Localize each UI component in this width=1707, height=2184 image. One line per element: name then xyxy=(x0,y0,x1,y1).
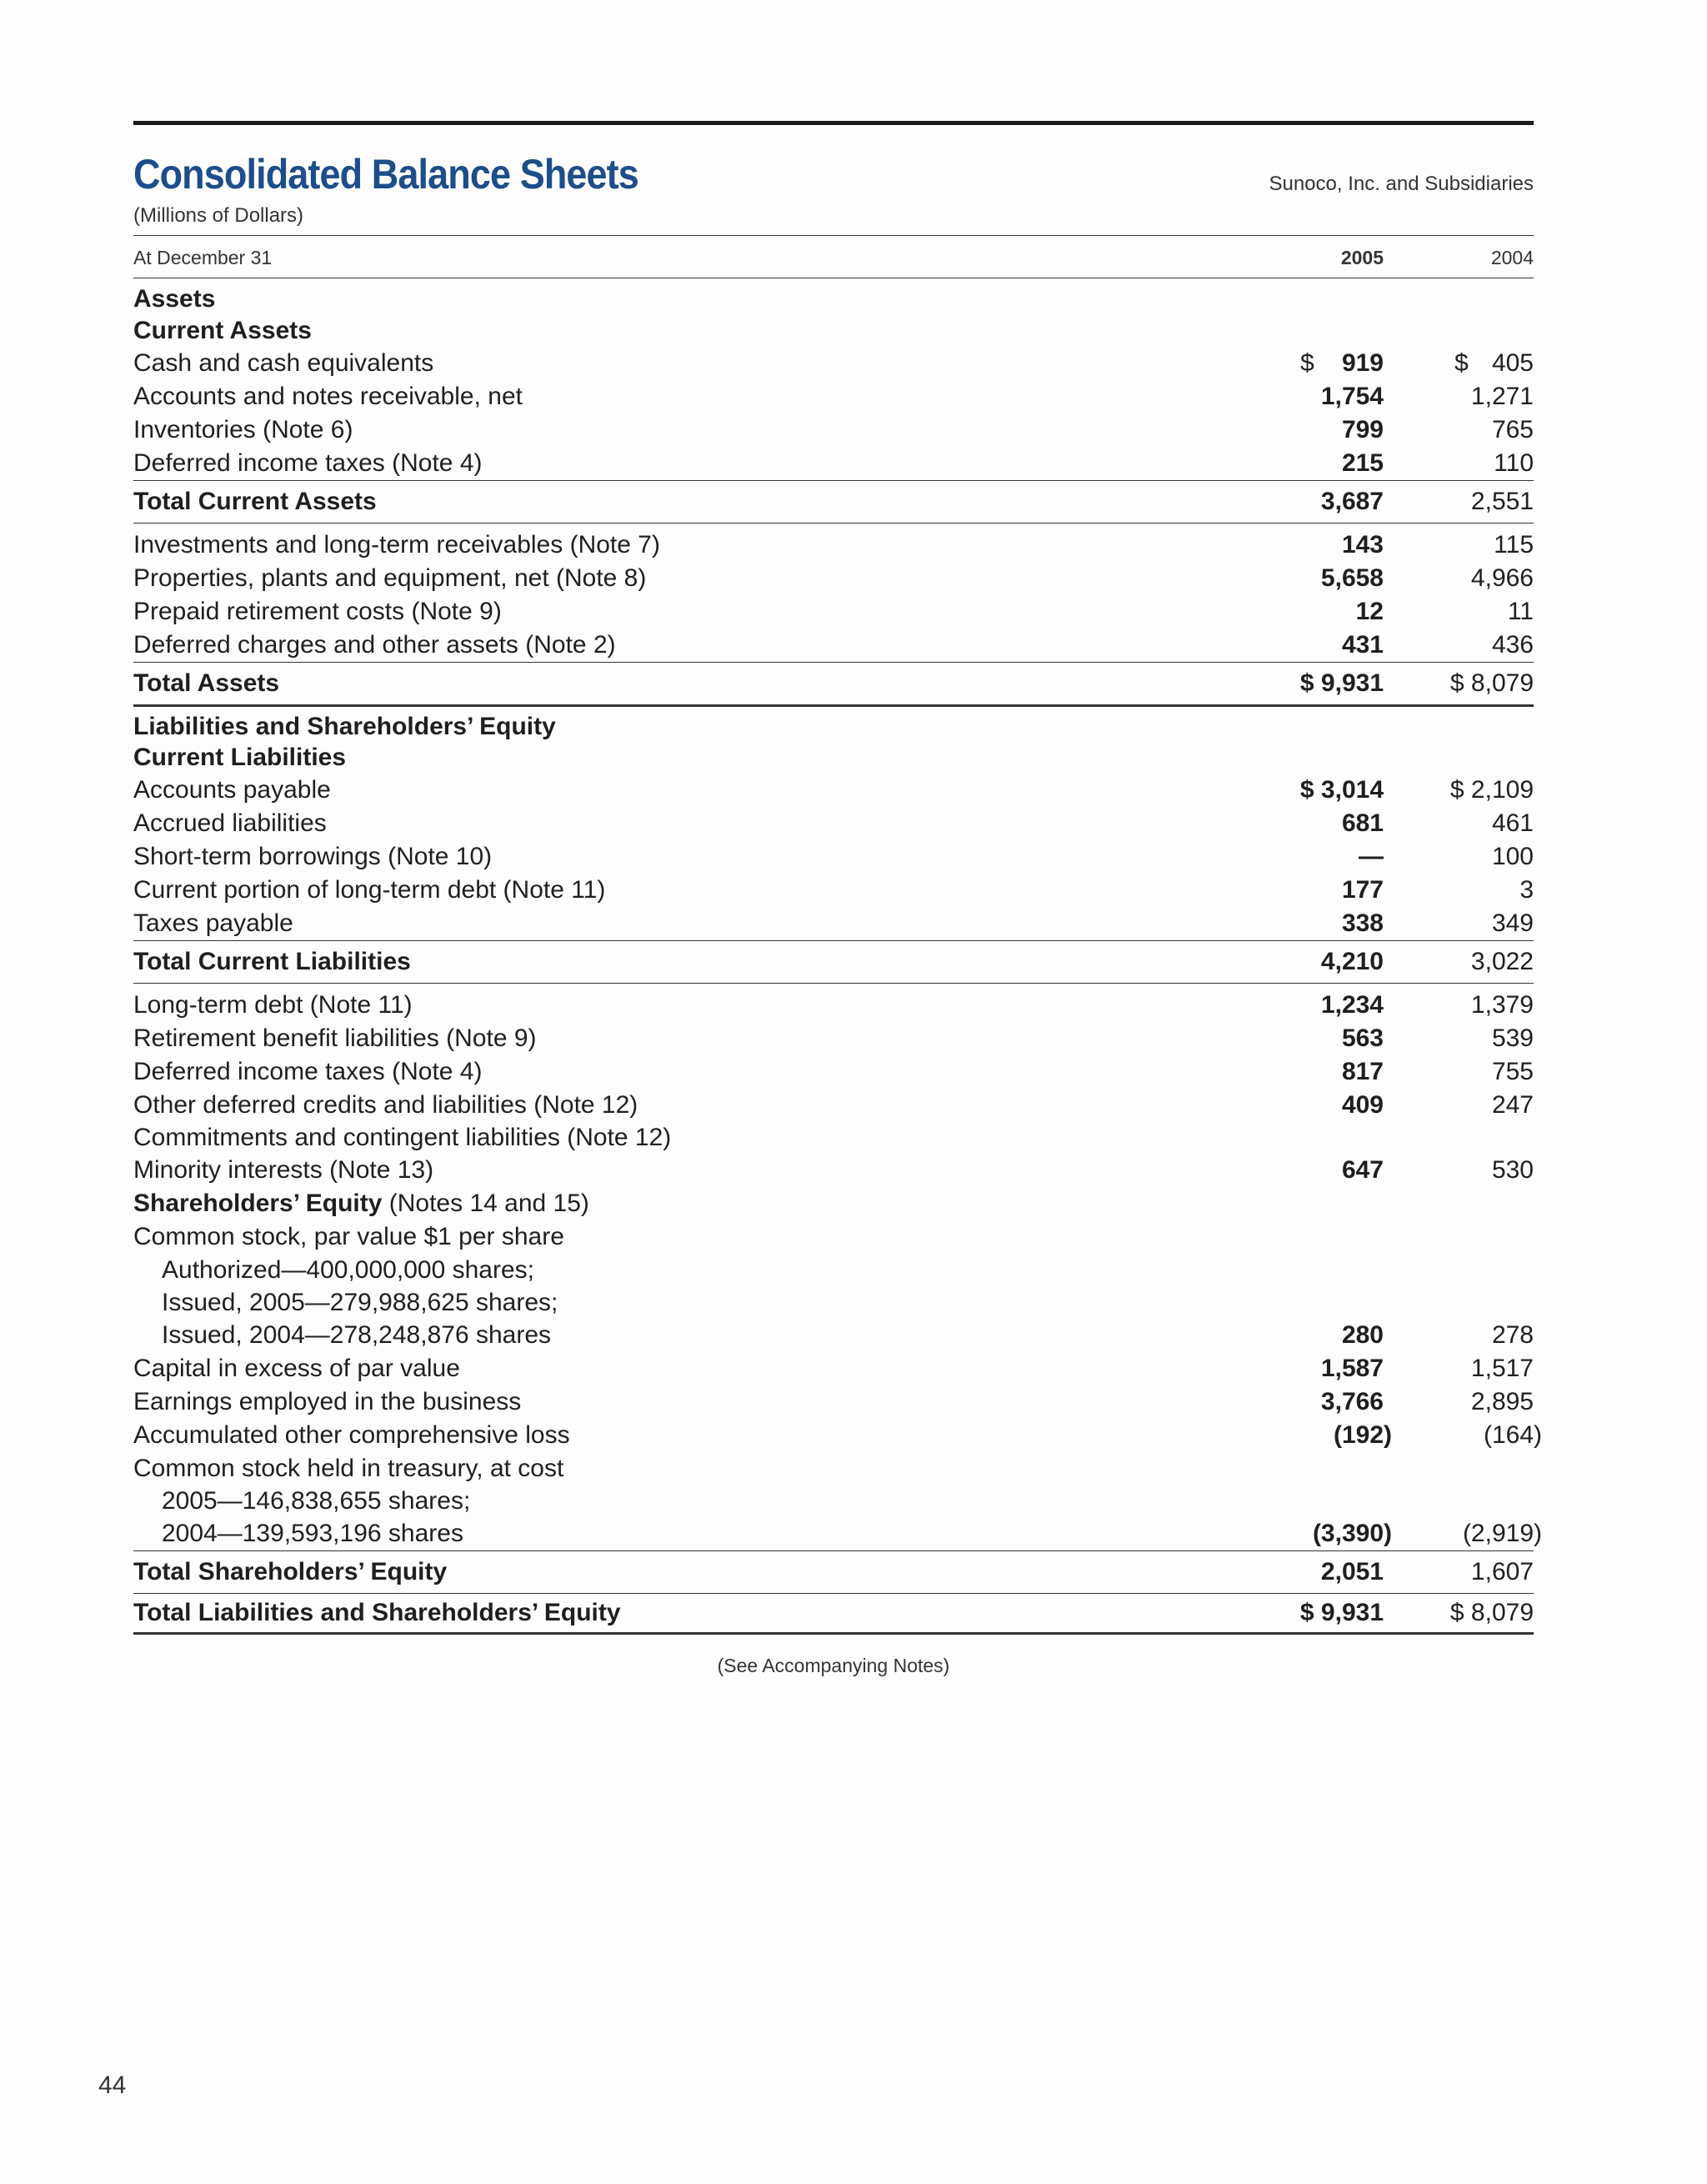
table-row: Taxes payable 338 349 xyxy=(133,909,1534,937)
table-row: Accounts and notes receivable, net 1,754 1,271 xyxy=(133,383,1534,410)
footnote: (See Accompanying Notes) xyxy=(717,1655,950,1676)
table-row: Short-term borrowings (Note 10) — 100 xyxy=(133,843,1534,870)
year-2005-header: 2005 xyxy=(1340,247,1384,268)
table-row: Prepaid retirement costs (Note 9) 12 11 xyxy=(133,598,1534,625)
year-2004-header: 2004 xyxy=(1490,247,1534,268)
table-row: Minority interests (Note 13) 647 530 xyxy=(133,1156,1534,1184)
table-row: Long-term debt (Note 11) 1,234 1,379 xyxy=(133,991,1534,1019)
page-number: 44 xyxy=(98,2071,127,2099)
section-heading: Liabilities and Shareholders’ Equity xyxy=(133,713,556,740)
table-row: Retirement benefit liabilities (Note 9) 563 539 xyxy=(133,1024,1534,1052)
table-row: Shareholders’ Equity (Notes 14 and 15) xyxy=(133,1190,589,1217)
table-row: Issued, 2005—279,988,625 shares; xyxy=(162,1289,558,1316)
page-header xyxy=(133,125,1534,202)
units-label: (Millions of Dollars) xyxy=(133,202,1534,236)
total-row: Total Shareholders’ Equity 2,051 1,607 xyxy=(133,1550,1534,1594)
balance-sheet-page xyxy=(133,121,1542,1676)
table-row: Inventories (Note 6) 799 765 xyxy=(133,416,1534,443)
table-row: Deferred charges and other assets (Note 2) 431 436 xyxy=(133,631,1534,659)
section-heading: Current Assets xyxy=(133,317,312,344)
table-row: Issued, 2004—278,248,876 shares 280 278 xyxy=(162,1321,1534,1349)
table-row: Common stock held in treasury, at cost xyxy=(133,1455,564,1482)
table-row: Cash and cash equivalents $ 919 $ 405 xyxy=(133,349,1534,377)
table-row: Properties, plants and equipment, net (Note 8) 5,658 4,966 xyxy=(133,564,1534,592)
table-row: Authorized—400,000,000 shares; xyxy=(162,1256,534,1284)
table-row: 2005—146,838,655 shares; xyxy=(162,1487,471,1515)
table-row: Capital in excess of par value 1,587 1,517 xyxy=(133,1355,1534,1382)
table-row: Accounts payable $ 3,014 $ 2,109 xyxy=(133,776,1534,804)
table-row: Investments and long-term receivables (Note 7) 143 115 xyxy=(133,531,1534,559)
column-header xyxy=(133,236,1534,278)
page-title: Consolidated Balance Sheets xyxy=(133,151,638,198)
table-row: Other deferred credits and liabilities (Note 12) 409 247 xyxy=(133,1091,1534,1119)
total-row: Total Current Assets 3,687 2,551 xyxy=(133,480,1534,523)
table-row: Accumulated other comprehensive loss (192) (164) xyxy=(133,1421,1542,1449)
total-row: Total Assets $ 9,931 $ 8,079 xyxy=(133,662,1534,707)
company-name: Sunoco, Inc. and Subsidiaries xyxy=(1269,173,1534,195)
table-row: Common stock, par value $1 per share xyxy=(133,1223,564,1250)
table-row: Deferred income taxes (Note 4) 817 755 xyxy=(133,1058,1534,1085)
total-row: Total Current Liabilities 4,210 3,022 xyxy=(133,940,1534,984)
grand-total-row: Total Liabilities and Shareholders’ Equity $ 9,931 $ 8,079 xyxy=(133,1594,1534,1635)
table-row: Deferred income taxes (Note 4) 215 110 xyxy=(133,449,1534,477)
date-label: At December 31 xyxy=(133,247,273,268)
table-row: Commitments and contingent liabilities (Note 12) xyxy=(133,1124,672,1151)
section-heading: Current Liabilities xyxy=(133,744,347,771)
section-heading: Assets xyxy=(133,285,216,313)
table-row: Current portion of long-term debt (Note 11) 177 3 xyxy=(133,876,1534,904)
table-row: Accrued liabilities 681 461 xyxy=(133,809,1534,837)
table-row: 2004—139,593,196 shares (3,390) (2,919) xyxy=(162,1520,1542,1547)
table-row: Earnings employed in the business 3,766 2,895 xyxy=(133,1388,1534,1415)
